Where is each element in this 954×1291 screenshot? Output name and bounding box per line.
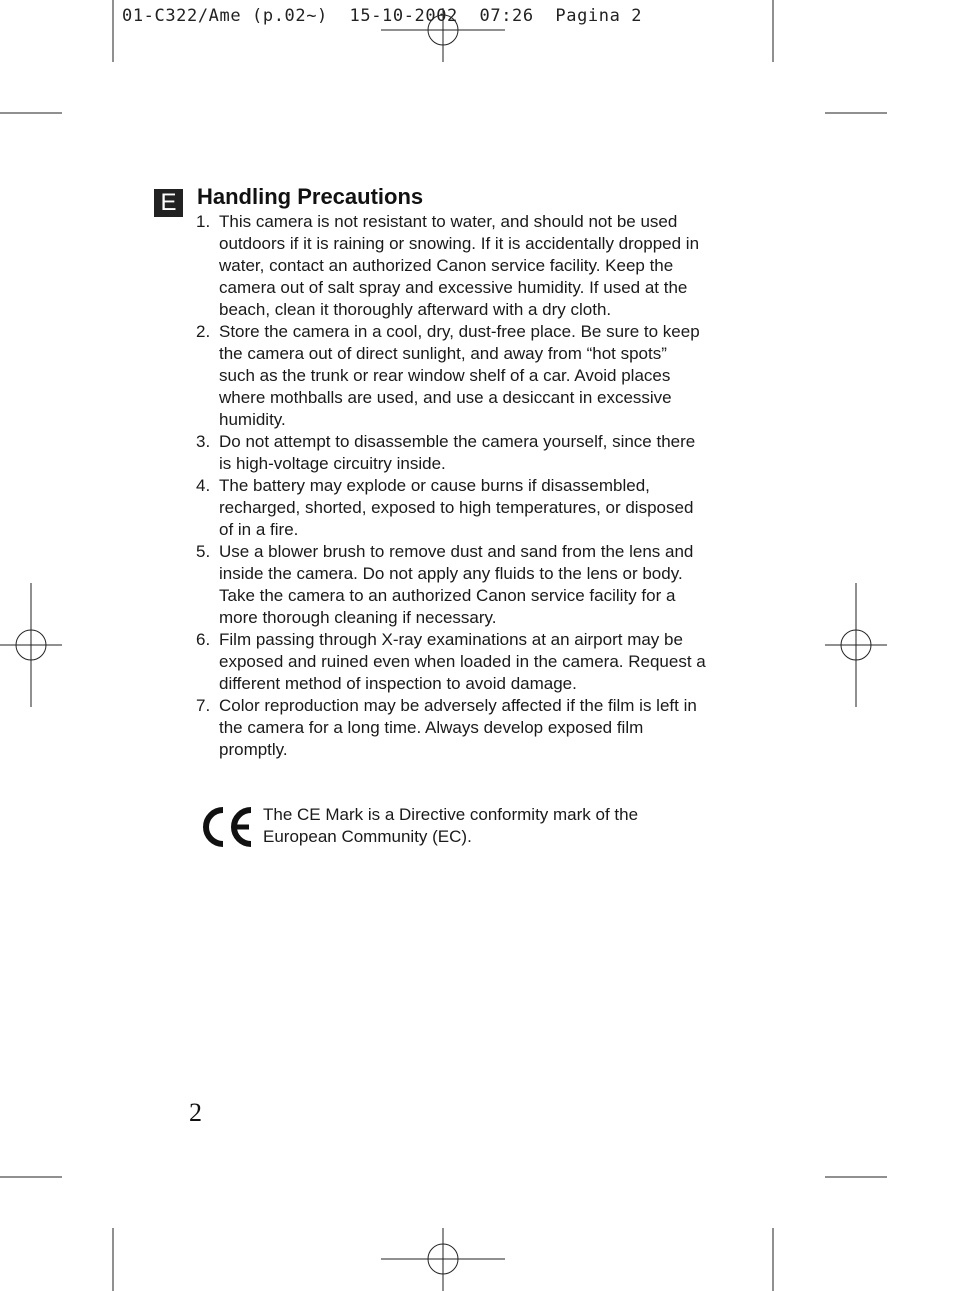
- registration-mark-left: [0, 583, 62, 707]
- list-item-number: 3.: [196, 432, 211, 451]
- list-item-text: Film passing through X-ray examinations at an airport may be exposed and ruined even when loaded in the camera. Request a different method of inspection to avoid damage.: [219, 630, 706, 693]
- list-item-text: The battery may explode or cause burns if disassembled, recharged, shorted, exposed to high temperatures, or disposed of in a fire.: [219, 476, 694, 539]
- list-item: [196, 541, 706, 629]
- list-item-number: 4.: [196, 476, 211, 495]
- list-item-number: 5.: [196, 542, 211, 561]
- section-heading: Handling Precautions: [197, 184, 424, 209]
- list-item-number: 2.: [196, 322, 211, 341]
- list-item-text: Use a blower brush to remove dust and sand from the lens and inside the camera. Do not apply any fluids to the lens or body. Take the camera to an authorized Canon service facility for a more thorough cleaning if necessary.: [219, 542, 694, 627]
- list-item-text: Do not attempt to disassemble the camera yourself, since there is high-voltage circuitry inside.: [219, 432, 696, 473]
- registration-mark-right: [825, 583, 887, 707]
- list-item: [196, 431, 706, 475]
- list-item-text: This camera is not resistant to water, and should not be used outdoors if it is raining or snowing. If it is accidentally dropped in water, contact an authorized Canon service facility. Keep the camera out of salt spray and excessive humidity. If used at the beach, clean it thoroughly afterward with a dry cloth.: [219, 212, 700, 319]
- registration-mark-bottom: [381, 1228, 505, 1291]
- precautions-list: [196, 211, 706, 761]
- list-item-number: 6.: [196, 630, 211, 649]
- print-slug-line: 01-C322/Ame (p.02~) 15-10-2002 07:26 Pagina 2: [122, 6, 643, 26]
- list-item: [196, 321, 706, 431]
- list-item: [196, 211, 706, 321]
- list-item: [196, 629, 706, 695]
- list-item-text: Store the camera in a cool, dry, dust-free place. Be sure to keep the camera out of direct sunlight, and away from “hot spots” such as the trunk or rear window shelf of a car. Avoid places where mothballs are used, and use a desiccant in excessive humidity.: [219, 322, 700, 429]
- list-item: [196, 475, 706, 541]
- page-number: 2: [189, 1098, 202, 1127]
- list-item-text: Color reproduction may be adversely affected if the film is left in the camera for a long time. Always develop exposed film promptly.: [219, 696, 697, 759]
- list-item-number: 7.: [196, 696, 211, 715]
- ce-mark-logo: [199, 806, 255, 848]
- registration-mark-top: [381, 8, 505, 62]
- list-item-number: 1.: [196, 212, 211, 231]
- language-badge: E: [154, 189, 183, 217]
- ce-mark-description: The CE Mark is a Directive conformity mark of the European Community (EC).: [263, 805, 639, 846]
- list-item: [196, 695, 706, 761]
